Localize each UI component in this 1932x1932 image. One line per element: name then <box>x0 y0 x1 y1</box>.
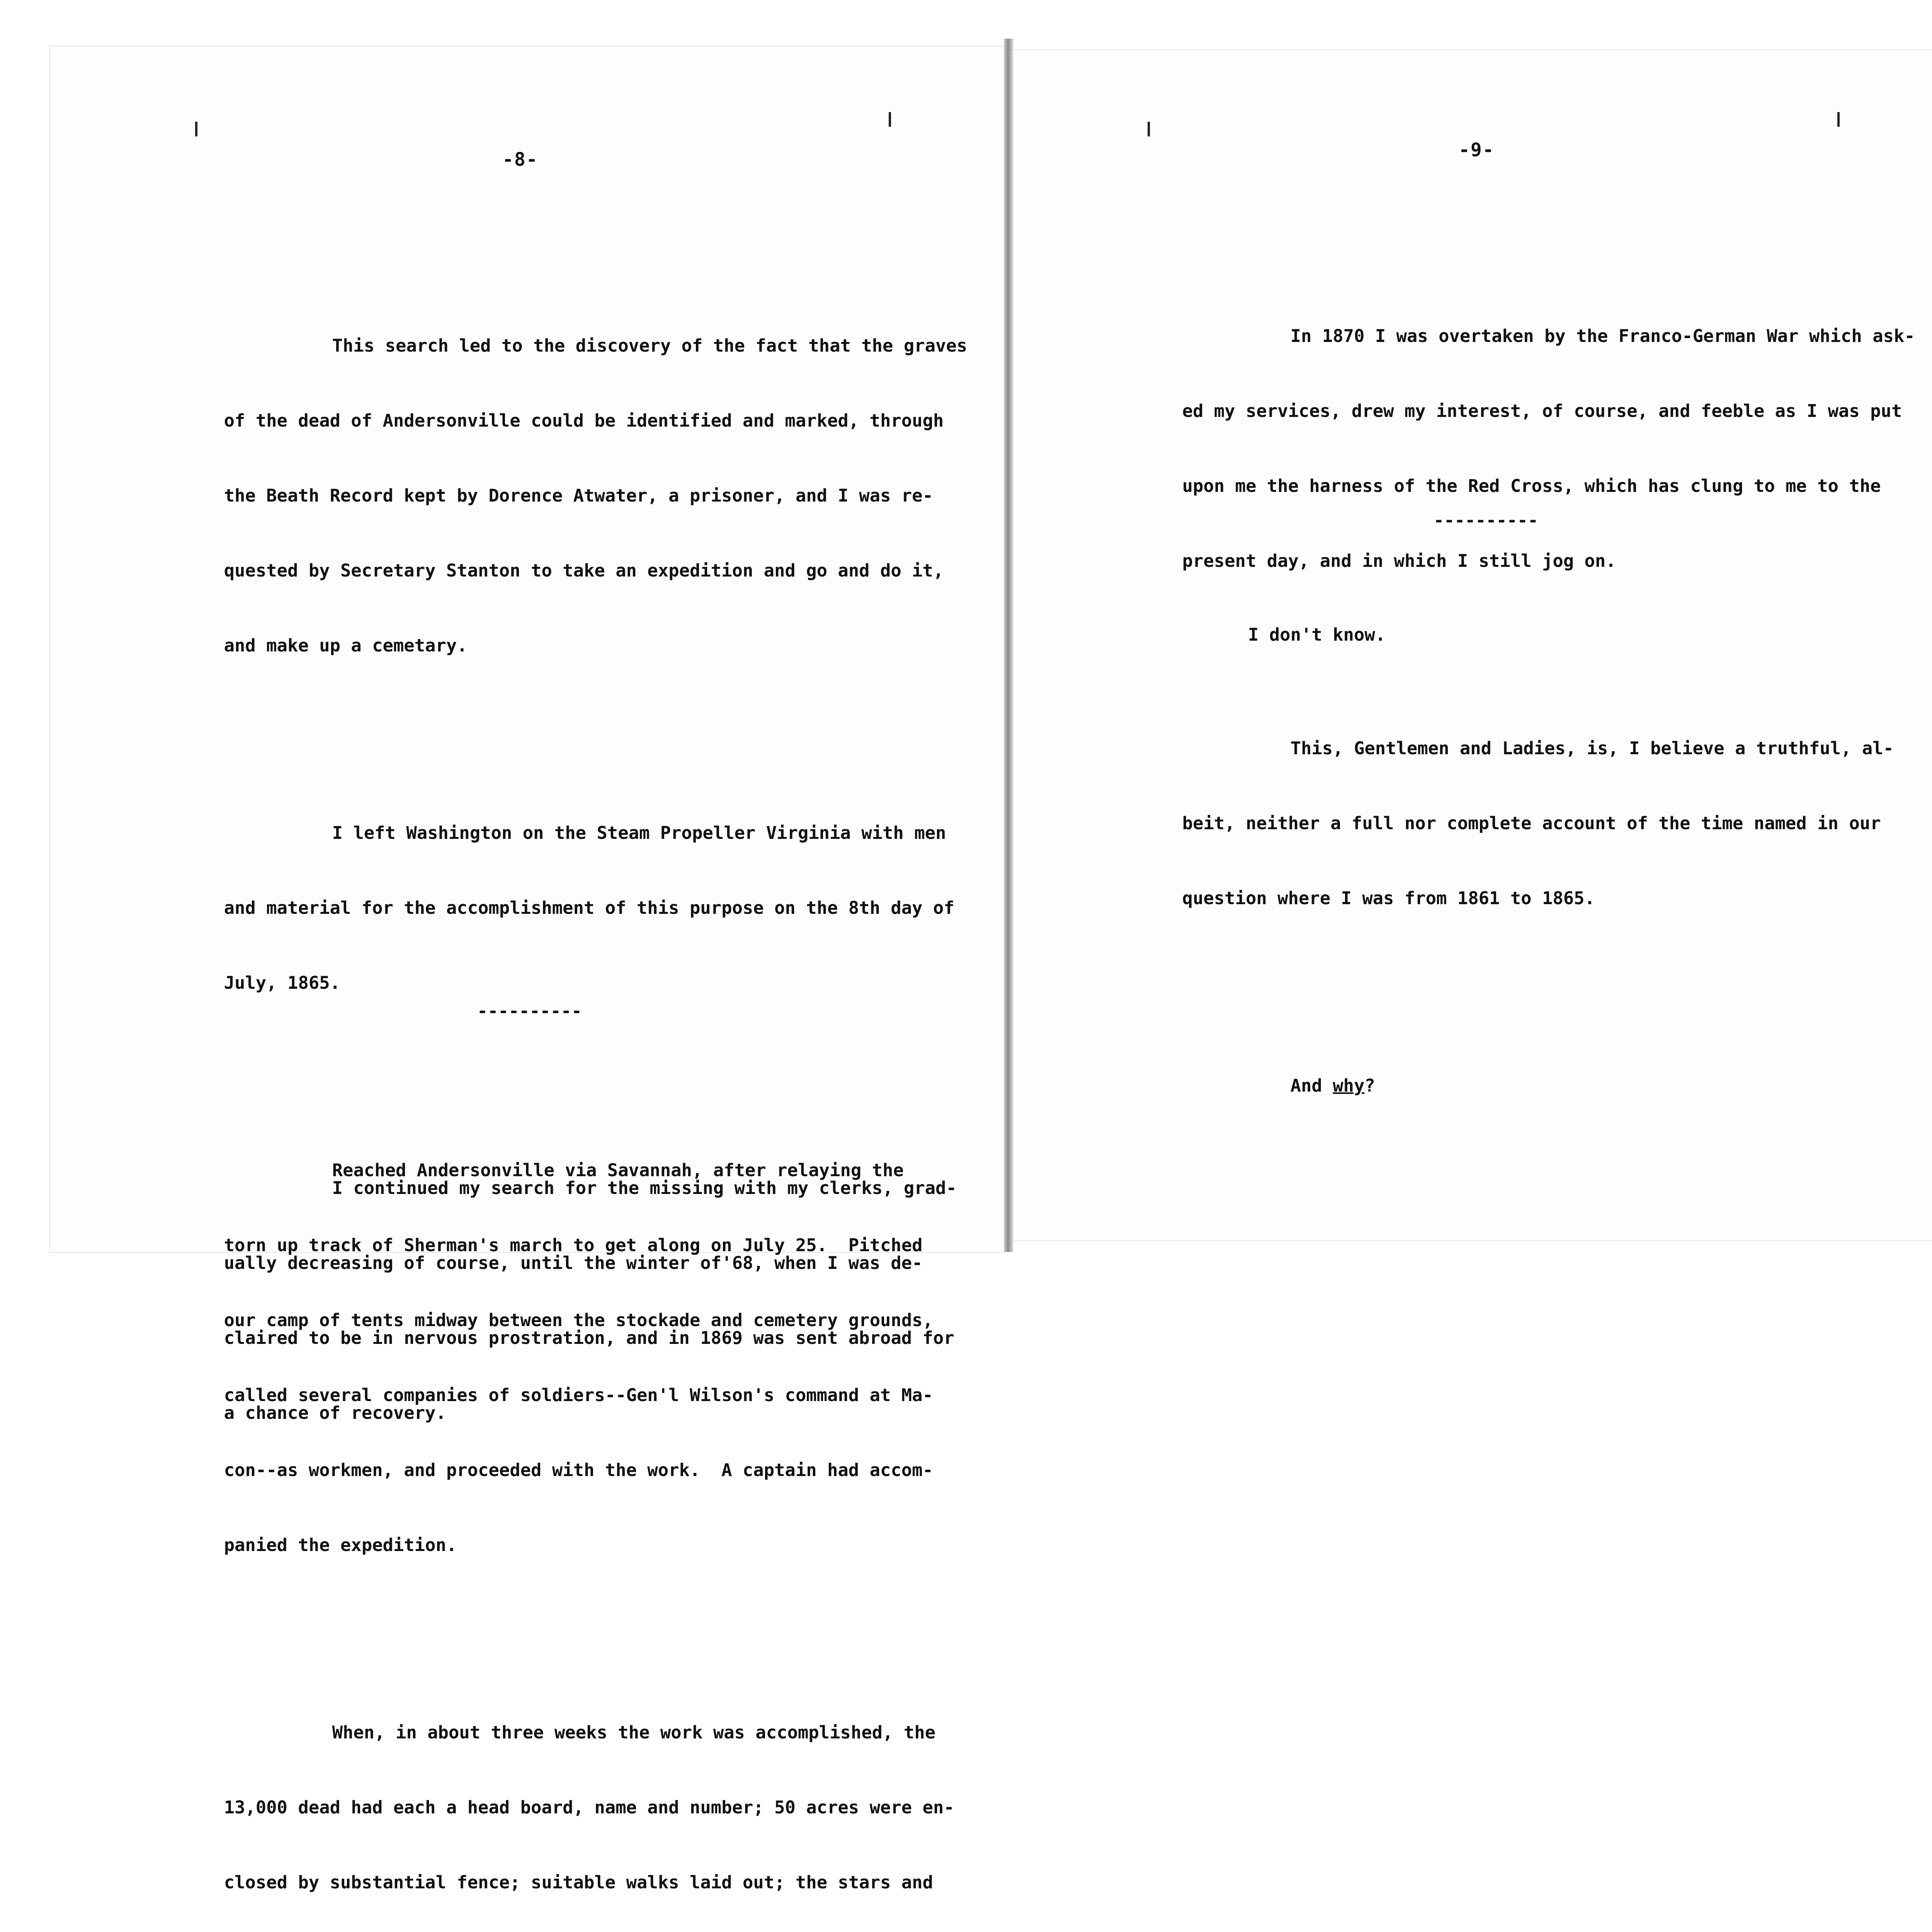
text-line: When, in about three weeks the work was accomplished, the <box>332 1722 935 1743</box>
text-line: torn up track of Sherman's march to get along on July 25. Pitched <box>224 1235 923 1255</box>
page-number-left: -8- <box>502 149 538 170</box>
page-number-right: -9- <box>1459 139 1495 161</box>
text-line: July, 1865. <box>224 973 340 993</box>
text-line: ed my services, drew my interest, of course, and feeble as I was put <box>1182 401 1902 421</box>
paragraph <box>182 777 967 1039</box>
text-line: question where I was from 1861 to 1865. <box>1182 888 1595 908</box>
text-line: This search led to the discovery of the fact that the graves <box>332 335 968 356</box>
text-line: quested by Secretary Stanton to take an expedition and go and do it, <box>224 560 944 581</box>
text-line: In 1870 I was overtaken by the Franco-German War which ask- <box>1290 326 1915 346</box>
paragraph <box>1140 1029 1915 1142</box>
text-line: claired to be in nervous prostration, and in 1869 was sent abroad for <box>224 1328 954 1348</box>
text-line: 13,000 dead had each a head board, name and number; 50 acres were en- <box>224 1797 954 1818</box>
text-line: ually decreasing of course, until the winter of'68, when I was de- <box>224 1253 923 1273</box>
and-suffix: ? <box>1364 1075 1375 1096</box>
and-prefix: And <box>1290 1075 1333 1096</box>
text-line: of the dead of Andersonville could be identified and marked, through <box>224 410 944 431</box>
paragraph <box>182 289 967 702</box>
text-line: and material for the accomplishment of this purpose on the 8th day of <box>224 898 954 918</box>
why-word: why <box>1333 1075 1365 1096</box>
text-line: present day, and in which I still jog on. <box>1182 551 1616 571</box>
text-line: This, Gentlemen and Ladies, is, I believe a truthful, al- <box>1290 738 1894 759</box>
separator-left: ---------- <box>477 1001 582 1021</box>
paragraph <box>182 1132 957 1469</box>
text-line: I continued my search for the missing with my clerks, grad- <box>332 1178 957 1198</box>
corner-mark <box>195 122 197 136</box>
text-line: beit, neither a full nor complete account of the time named in our <box>1182 813 1881 833</box>
text-line: I left Washington on the Steam Propeller Virginia with men <box>332 823 946 843</box>
text-line: con--as workmen, and proceeded with the work. A captain had accom- <box>224 1460 933 1480</box>
right-page-body <box>1140 205 1915 1179</box>
closing-line: I don't know. <box>1248 624 1386 645</box>
corner-mark <box>889 112 891 127</box>
text-line: called several companies of soldiers--Gen'l Wilson's command at Ma- <box>224 1385 933 1405</box>
text-line: panied the expedition. <box>224 1535 457 1555</box>
paragraph <box>1140 692 1915 954</box>
text-line: the Beath Record kept by Dorence Atwater, a prisoner, and I was re- <box>224 485 933 506</box>
text-line: Reached Andersonville via Savannah, after relaying the <box>332 1160 904 1180</box>
and-why-line <box>1182 1075 1375 1096</box>
book-spine <box>1004 39 1013 1252</box>
corner-mark <box>1837 112 1840 127</box>
separator-right: ---------- <box>1434 510 1538 531</box>
text-line: our camp of tents midway between the stockade and cemetery grounds, <box>224 1310 933 1330</box>
text-line: a chance of recovery. <box>224 1403 446 1423</box>
corner-mark <box>1148 122 1150 136</box>
left-page-final <box>182 1057 957 1507</box>
text-line: closed by substantial fence; suitable walks laid out; the stars and <box>224 1872 933 1893</box>
right-page-closing <box>1248 541 1386 691</box>
text-line: upon me the harness of the Red Cross, which has clung to me to the <box>1182 476 1881 496</box>
paragraph <box>182 1676 967 1932</box>
text-line: and make up a cemetary. <box>224 635 468 656</box>
